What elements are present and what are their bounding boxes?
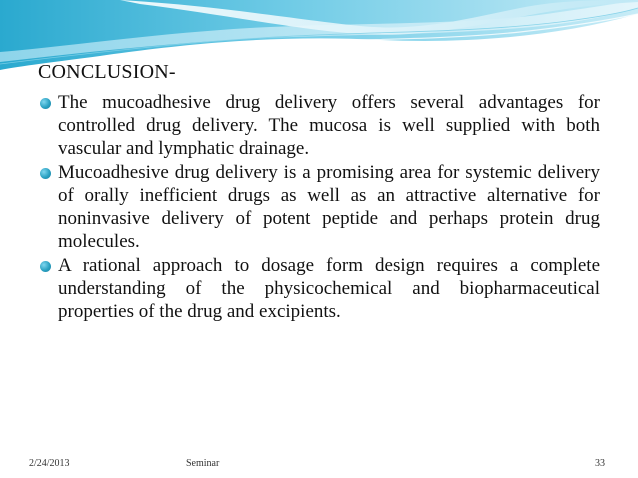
bullet-text-2: Mucoadhesive drug delivery is a promising area for systemic delivery of orally inefficient drugs as well as an attractive alternative for noninvasive delivery of potent peptide and perhaps protein drug molecules. — [58, 162, 600, 252]
slide-title: CONCLUSION- — [38, 61, 176, 83]
bullet-item-3 — [38, 254, 600, 323]
circle-bullet-icon — [40, 168, 51, 179]
bullet-item-2 — [38, 161, 600, 253]
circle-bullet-icon — [40, 261, 51, 272]
footer-date: 2/24/2013 — [29, 458, 70, 469]
circle-bullet-icon — [40, 98, 51, 109]
bullet-list — [38, 91, 600, 324]
bullet-text-1: The mucoadhesive drug delivery offers several advantages for controlled drug delivery. The mucosa is well supplied with both vascular and lymphatic drainage. — [58, 92, 600, 159]
bullet-item-1 — [38, 91, 600, 160]
page-number: 33 — [595, 458, 605, 469]
footer-label: Seminar — [186, 458, 220, 469]
bullet-text-3: A rational approach to dosage form design requires a complete understanding of the physicochemical and biopharmaceutical properties of the drug and excipients. — [58, 255, 600, 322]
